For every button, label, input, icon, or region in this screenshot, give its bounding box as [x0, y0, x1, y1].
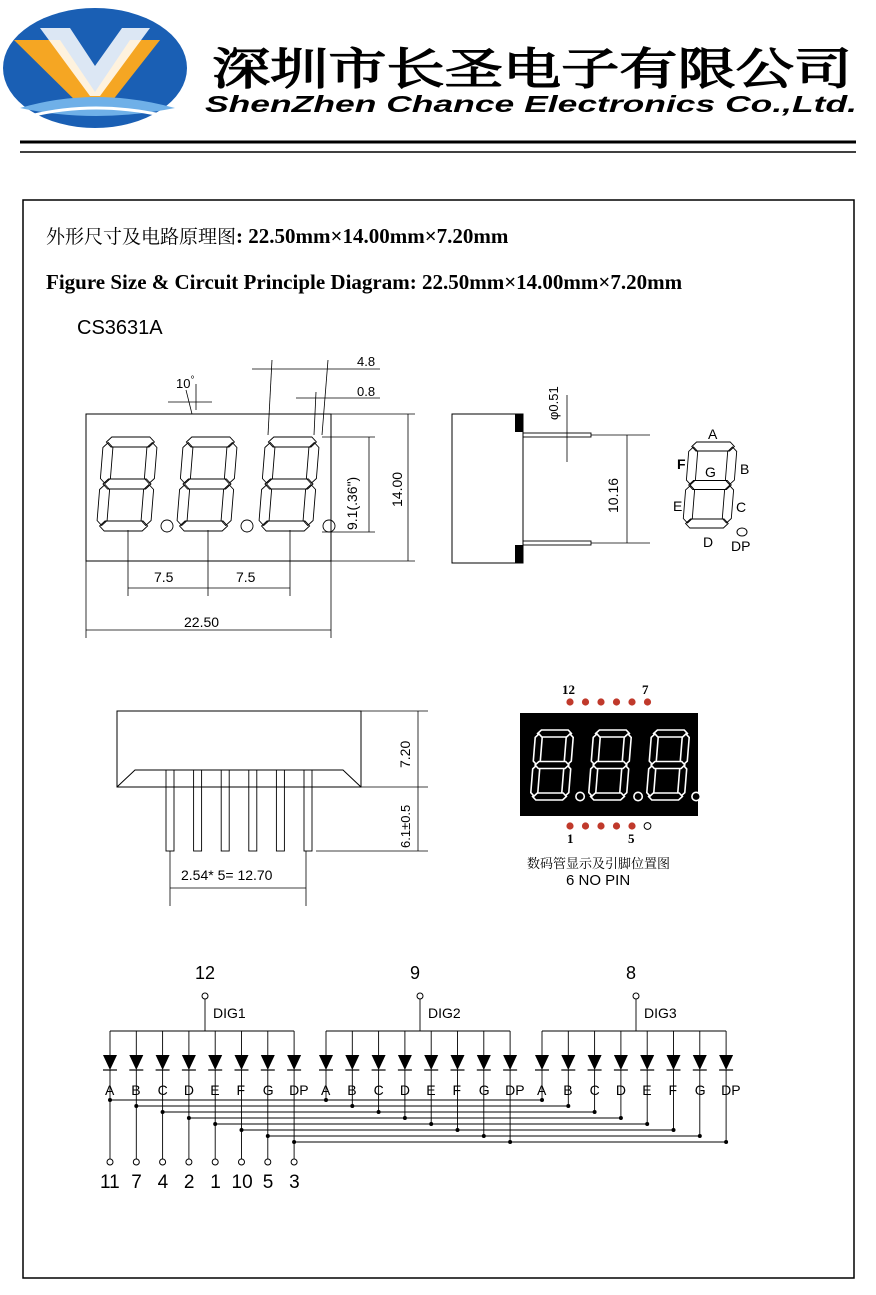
- schematic-digit-pin-number: 9: [410, 963, 421, 983]
- pinout-top-pin-7: [644, 698, 651, 705]
- schematic-diode-e-triangle: [424, 1055, 438, 1070]
- content-frame: [23, 200, 854, 1278]
- schematic-seg-label-b: B: [347, 1082, 357, 1098]
- schematic-diode-e-triangle: [640, 1055, 654, 1070]
- side-body: [452, 414, 523, 563]
- company-name-cn: 深圳市长圣电子有限公司: [212, 44, 852, 95]
- schematic-seg-label-g: G: [478, 1082, 490, 1098]
- pinout-digit-2-seg-f: [591, 734, 600, 765]
- schematic-digit-group-1: [103, 963, 309, 1144]
- schematic-diode-d-triangle: [398, 1055, 412, 1070]
- pinout-top-pin-10: [597, 698, 604, 705]
- pinout-digit-1-seg-c: [562, 765, 571, 796]
- schematic-pin-number-5: 5: [262, 1172, 274, 1193]
- schematic-seg-label-c: C: [157, 1082, 168, 1098]
- pin-length-label: 6.1±0.5: [398, 804, 413, 848]
- segment-map-outline-seg-d: [686, 519, 729, 528]
- schematic-seg-label-a: A: [105, 1082, 115, 1098]
- schematic-diode-f-triangle: [235, 1055, 249, 1070]
- title-cn: [46, 224, 509, 248]
- front-digit-3-seg-b: [306, 443, 319, 484]
- front-digit-3-seg-dp: [323, 520, 335, 532]
- pinout-digit-2-seg-g: [593, 762, 627, 769]
- schematic-diode-d-triangle: [614, 1055, 628, 1070]
- bottom-view: [117, 711, 428, 906]
- header: [3, 8, 857, 152]
- pinout-bottom-pin-3: [597, 822, 604, 829]
- pinout-digit-2-seg-b: [622, 734, 631, 765]
- pinout-pin-5-label: 5: [628, 831, 635, 846]
- pinout-bottom-pin-no-pin: [644, 823, 651, 830]
- schematic-pin-number-4: 4: [157, 1172, 169, 1193]
- pinout-digit-3-seg-d: [649, 793, 683, 800]
- pinout-digit-3-seg-e: [647, 765, 656, 796]
- schematic-pin-number-3: 3: [289, 1172, 300, 1193]
- front-digit-3-seg-g: [265, 479, 313, 489]
- front-digit-2-seg-e: [177, 485, 190, 526]
- schematic-pin-terminal: [160, 1159, 166, 1165]
- schematic-diode-dp-triangle: [503, 1055, 517, 1070]
- schematic-seg-label-b: B: [131, 1082, 141, 1098]
- schematic-seg-label-e: E: [426, 1082, 436, 1098]
- front-digit-3-seg-f: [262, 443, 275, 484]
- bottom-pin-4: [249, 770, 257, 851]
- pinout-digit-3-seg-dp: [692, 792, 700, 800]
- schematic-segment-pins: [100, 1100, 300, 1193]
- seg-width-ext-right: [322, 360, 328, 435]
- circuit-schematic: [100, 963, 741, 1193]
- schematic-diode-f-triangle: [667, 1055, 681, 1070]
- schematic-seg-label-c: C: [373, 1082, 384, 1098]
- digit-height-label: 9.1(.36"): [344, 476, 360, 530]
- segment-map-outline-seg-a: [692, 442, 735, 451]
- pinout-pin-7-label: 7: [642, 682, 649, 697]
- schematic-digit-pin-terminal: [633, 993, 639, 999]
- front-digit-1-seg-dp: [161, 520, 173, 532]
- pin-span-label: 2.54* 5= 12.70: [181, 867, 273, 883]
- front-body: [86, 414, 331, 561]
- schematic-pin-number-2: 2: [183, 1172, 195, 1193]
- schematic-seg-label-dp: DP: [289, 1082, 309, 1098]
- angle-value: 10: [176, 376, 191, 391]
- depth-label: 7.20: [397, 740, 413, 768]
- seg-width-ext-left: [268, 360, 272, 435]
- model-number: CS3631A: [77, 317, 163, 339]
- schematic-diode-b-triangle: [129, 1055, 143, 1070]
- pinout-digit-2-seg-d: [591, 793, 625, 800]
- company-logo: [3, 8, 187, 128]
- pin-diameter-label: φ0.51: [546, 386, 561, 420]
- front-digit-1-seg-f: [100, 443, 113, 484]
- pinout-top-pin-12: [566, 698, 573, 705]
- pinout-digit-2-seg-c: [620, 765, 629, 796]
- seg-label-e: E: [673, 498, 683, 514]
- title-en: Figure Size & Circuit Principle Diagram: 22.50mm×14.00mm×7.20mm: [46, 270, 683, 294]
- schematic-pin-terminal: [239, 1159, 245, 1165]
- seg-label-a: A: [708, 426, 718, 442]
- seg-label-dp: DP: [731, 538, 751, 554]
- schematic-digit-pin-number: 12: [195, 963, 216, 983]
- schematic-seg-label-a: A: [537, 1082, 547, 1098]
- pinout-digit-1-seg-a: [538, 730, 572, 737]
- schematic-pin-number-10: 10: [231, 1172, 253, 1193]
- pinout-digit-1-seg-dp: [576, 792, 584, 800]
- pitch-label-2: 7.5: [236, 569, 256, 585]
- schematic-seg-label-f: F: [668, 1082, 678, 1098]
- company-name-en: ShenZhen Chance Electronics Co.,Ltd.: [205, 91, 857, 117]
- pinout-digit-1-seg-b: [564, 734, 573, 765]
- segment-map-outline-seg-g: [689, 481, 732, 490]
- pinout-top-pin-9: [613, 698, 620, 705]
- schematic-seg-label-d: D: [399, 1082, 411, 1098]
- schematic-pin-terminal: [107, 1159, 113, 1165]
- front-digit-1-seg-a: [106, 437, 154, 447]
- segment-map-outline-seg-f: [686, 447, 697, 485]
- side-pin-bottom: [523, 541, 591, 545]
- angle-degree: °: [190, 375, 195, 386]
- front-digit-2-seg-b: [224, 443, 237, 484]
- pinout-digit-2-seg-a: [596, 730, 630, 737]
- schematic-diode-f-triangle: [451, 1055, 465, 1070]
- front-digit-2-seg-a: [186, 437, 234, 447]
- schematic-seg-label-dp: DP: [721, 1082, 741, 1098]
- pinout-bottom-pins: [566, 822, 650, 829]
- pinout-bottom-pin-4: [613, 822, 620, 829]
- bottom-pin-6: [304, 770, 312, 851]
- pinout-digit-1-seg-g: [535, 762, 569, 769]
- front-digit-2-seg-dp: [241, 520, 253, 532]
- schematic-digit-label: DIG3: [644, 1005, 677, 1021]
- schematic-pin-terminal: [186, 1159, 192, 1165]
- pinout-bottom-pin-2: [582, 822, 589, 829]
- schematic-diode-d-triangle: [182, 1055, 196, 1070]
- schematic-digit-pin-terminal: [417, 993, 423, 999]
- side-pin-top: [523, 433, 591, 437]
- pinout-digit-3-seg-g: [651, 762, 685, 769]
- front-digit-1-seg-d: [100, 521, 148, 531]
- front-digit-3-seg-a: [268, 437, 316, 447]
- front-digit-3-seg-c: [303, 485, 316, 526]
- schematic-diode-g-triangle: [477, 1055, 491, 1070]
- schematic-diode-g-triangle: [693, 1055, 707, 1070]
- bottom-pin-1: [166, 770, 174, 851]
- schematic-diode-g-triangle: [261, 1055, 275, 1070]
- schematic-diode-a-triangle: [103, 1055, 117, 1070]
- front-digit-3-seg-e: [259, 485, 272, 526]
- front-digit-2-seg-c: [221, 485, 234, 526]
- pinout-pin-1-label: 1: [567, 831, 574, 846]
- front-digit-1-seg-c: [141, 485, 154, 526]
- schematic-diode-b-triangle: [561, 1055, 575, 1070]
- schematic-pin-terminal: [291, 1159, 297, 1165]
- schematic-diode-e-triangle: [208, 1055, 222, 1070]
- seg-label-f: F: [677, 456, 686, 472]
- pinout-digit-2-seg-e: [589, 765, 598, 796]
- title-cn-dims: : 22.50mm×14.00mm×7.20mm: [236, 224, 509, 248]
- schematic-diode-c-triangle: [156, 1055, 170, 1070]
- schematic-seg-label-e: E: [642, 1082, 652, 1098]
- schematic-seg-label-c: C: [589, 1082, 600, 1098]
- front-digit-2: [177, 437, 253, 532]
- front-digit-1-seg-b: [144, 443, 157, 484]
- segment-map-outline-seg-e: [683, 485, 694, 523]
- seg-width-label: 4.8: [357, 354, 376, 369]
- front-digit-1: [97, 437, 173, 532]
- seg-thick-label: 0.8: [357, 384, 376, 399]
- pinout-caption-en: 6 NO PIN: [566, 872, 631, 889]
- segment-map-outline-seg-b: [725, 447, 736, 485]
- schematic-digit-pin-number: 8: [626, 963, 637, 983]
- bottom-pin-3: [221, 770, 229, 851]
- height-label: 14.00: [389, 471, 405, 507]
- schematic-seg-label-a: A: [321, 1082, 331, 1098]
- title-cn-prefix: 外形尺寸及电路原理图: [46, 226, 237, 248]
- pinout-pin-12-label: 12: [562, 682, 575, 697]
- pitch-label-1: 7.5: [154, 569, 174, 585]
- seg-label-b: B: [740, 461, 750, 477]
- schematic-seg-label-dp: DP: [505, 1082, 525, 1098]
- pinout-digit-3-seg-c: [678, 765, 687, 796]
- schematic-digit-label: DIG1: [213, 1005, 246, 1021]
- schematic-digit-label: DIG2: [428, 1005, 461, 1021]
- schematic-pin-number-11: 11: [100, 1172, 120, 1193]
- schematic-pin-terminal: [133, 1159, 139, 1165]
- pinout-digit-1-seg-e: [531, 765, 540, 796]
- front-digit-1-seg-e: [97, 485, 110, 526]
- pinout-view: [520, 682, 700, 889]
- schematic-segment-buses: [110, 1100, 726, 1142]
- schematic-diode-c-triangle: [372, 1055, 386, 1070]
- segment-map: [673, 426, 750, 554]
- pinout-digit-1-seg-f: [533, 734, 542, 765]
- side-view: [452, 386, 650, 563]
- front-digit-2-seg-g: [183, 479, 231, 489]
- segment-map-outline-seg-c: [722, 485, 733, 523]
- seg-map-dp-dot: [737, 528, 747, 536]
- schematic-seg-label-b: B: [563, 1082, 573, 1098]
- schematic-pin-terminal: [265, 1159, 271, 1165]
- schematic-digit-group-3: [535, 963, 741, 1144]
- segment-map-digit: [683, 442, 736, 528]
- schematic-seg-label-f: F: [452, 1082, 462, 1098]
- bottom-body: [117, 711, 361, 787]
- pin-spacing-label: 10.16: [605, 477, 621, 513]
- schematic-pin-terminal: [212, 1159, 218, 1165]
- pinout-top-pin-11: [582, 698, 589, 705]
- schematic-seg-label-f: F: [236, 1082, 246, 1098]
- pinout-top-pin-8: [628, 698, 635, 705]
- pinout-digit-2-seg-dp: [634, 792, 642, 800]
- schematic-diode-c-triangle: [588, 1055, 602, 1070]
- pinout-digit-3-seg-b: [680, 734, 689, 765]
- schematic-seg-label-g: G: [694, 1082, 706, 1098]
- schematic-digit-pin-terminal: [202, 993, 208, 999]
- pinout-bottom-pin-5: [628, 822, 635, 829]
- pinout-top-pins: [566, 698, 651, 705]
- front-digit-2-seg-f: [180, 443, 193, 484]
- front-digit-2-seg-d: [180, 521, 228, 531]
- seg-label-d: D: [703, 534, 714, 550]
- front-digit-1-seg-g: [103, 479, 151, 489]
- schematic-digit-group-2: [319, 963, 525, 1144]
- schematic-diode-a-triangle: [319, 1055, 333, 1070]
- schematic-seg-label-d: D: [183, 1082, 195, 1098]
- schematic-diode-dp-triangle: [719, 1055, 733, 1070]
- front-digit-3-seg-d: [262, 521, 310, 531]
- pinout-bottom-pin-1: [566, 822, 573, 829]
- bottom-pin-2: [194, 770, 202, 851]
- bottom-pins: [166, 770, 312, 851]
- schematic-seg-label-g: G: [262, 1082, 274, 1098]
- pinout-digit-1-seg-d: [533, 793, 567, 800]
- seg-label-g: G: [705, 464, 716, 480]
- front-digits: [97, 437, 335, 532]
- schematic-pin-number-7: 7: [131, 1172, 142, 1193]
- front-digit-3: [259, 437, 335, 532]
- front-view: [86, 354, 415, 638]
- pinout-digit-3-seg-a: [654, 730, 688, 737]
- schematic-diode-a-triangle: [535, 1055, 549, 1070]
- schematic-seg-label-d: D: [615, 1082, 627, 1098]
- width-label: 22.50: [184, 614, 220, 630]
- pinout-digit-3-seg-f: [649, 734, 658, 765]
- schematic-pin-number-1: 1: [210, 1172, 221, 1193]
- schematic-diode-dp-triangle: [287, 1055, 301, 1070]
- schematic-seg-label-e: E: [210, 1082, 220, 1098]
- schematic-diode-b-triangle: [345, 1055, 359, 1070]
- bottom-body-chamfer: [117, 770, 361, 787]
- bottom-pin-5: [276, 770, 284, 851]
- segment-map-outline: [683, 442, 736, 528]
- angle-label: [176, 375, 194, 391]
- side-flange: [515, 414, 523, 563]
- seg-label-c: C: [736, 499, 747, 515]
- pinout-caption-cn: 数码管显示及引脚位置图: [527, 857, 671, 872]
